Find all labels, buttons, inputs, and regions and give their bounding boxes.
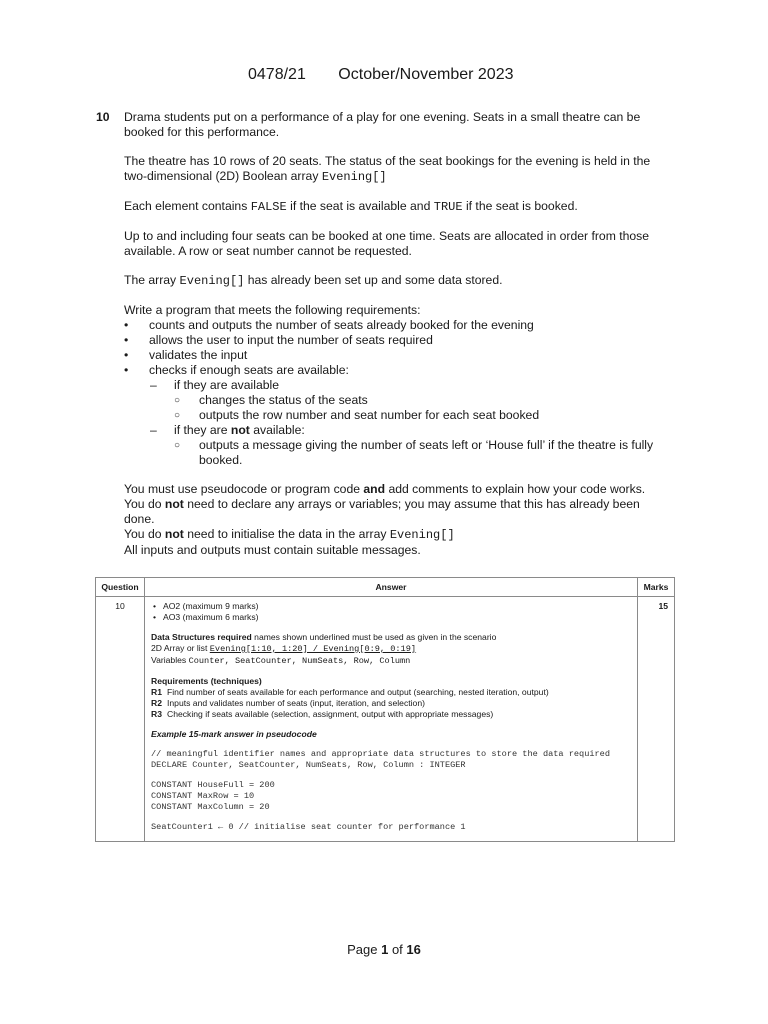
list-item: • checks if enough seats are available:	[124, 363, 349, 377]
mark-scheme-table	[95, 577, 675, 842]
question-paragraph-setup: The array Evening[] has already been set up and some data stored.	[124, 273, 503, 288]
code-line: SeatCounter1 ← 0 // initialise seat counter for performance 1	[151, 822, 466, 832]
list-item: • AO3 (maximum 6 marks)	[153, 612, 259, 622]
current-page-number: 1	[381, 942, 389, 957]
list-item: • AO2 (maximum 9 marks)	[153, 601, 259, 611]
example-heading: Example 15-mark answer in pseudocode	[151, 729, 317, 739]
answer-cell	[145, 597, 638, 842]
question-paragraph-limits: Up to and including four seats can be booked at one time. Seats are allocated in order from those available. A row or seat number cannot be requested.	[124, 229, 650, 258]
page-header	[248, 66, 514, 84]
list-item: – if they are available	[150, 378, 280, 392]
list-item: – if they are not available:	[150, 423, 305, 437]
table-header-row	[96, 578, 675, 597]
data-structures-array: 2D Array or list Evening[1:10, 1:20] / Evening[0:9, 0:19]	[151, 643, 417, 654]
list-item: ○ changes the status of the seats	[174, 393, 368, 407]
requirement-r2: R2 Inputs and validates number of seats (input, iteration, and selection)	[151, 698, 425, 708]
question-intro: Drama students put on a performance of a play for one evening. Seats in a small theatre can be booked for this performance.	[124, 110, 641, 139]
list-item: ○ outputs a message giving the number of seats left or ‘House full’ if the theatre is fully booked.	[174, 438, 654, 467]
requirement-r3: R3 Checking if seats available (selection, assignment, output with appropriate messages)	[151, 709, 494, 719]
requirements-list	[124, 303, 656, 468]
total-pages: 16	[406, 942, 421, 957]
question-paragraph-array: The theatre has 10 rows of 20 seats. The status of the seat bookings for the evening is held in the two-dimensional (2D) Boolean array Evening[]	[124, 154, 651, 184]
question-number: 10	[96, 110, 110, 124]
column-header-answer: Answer	[145, 578, 638, 597]
question-number-cell: 10	[96, 597, 145, 842]
requirement-r1: R1 Find number of seats available for each performance and output (searching, nested iteration, output)	[151, 687, 549, 697]
requirements-intro: Write a program that meets the following requirements:	[124, 303, 421, 317]
code-line: CONSTANT MaxColumn = 20	[151, 802, 270, 812]
list-item: • allows the user to input the number of seats required	[124, 333, 433, 347]
code-line: CONSTANT MaxRow = 10	[151, 791, 255, 801]
list-item: ○ outputs the row number and seat number for each seat booked	[174, 408, 540, 422]
page-footer: Page 1 of 16	[347, 942, 421, 957]
column-header-question: Question	[96, 578, 145, 597]
column-header-marks: Marks	[638, 578, 675, 597]
table-row	[96, 597, 675, 842]
marks-cell: 15	[638, 597, 675, 842]
code-line: CONSTANT HouseFull = 200	[151, 780, 275, 790]
exam-session: October/November 2023	[338, 66, 514, 83]
data-structures-heading: Data Structures required names shown underlined must be used as given in the scenario	[151, 632, 497, 642]
code-line: DECLARE Counter, SeatCounter, NumSeats, Row, Column : INTEGER	[151, 760, 466, 770]
question-paragraph-elements: Each element contains FALSE if the seat is available and TRUE if the seat is booked.	[124, 199, 578, 214]
code-line: // meaningful identifier names and appropriate data structures to store the data required	[151, 749, 610, 759]
list-item: • counts and outputs the number of seats already booked for the evening	[124, 318, 534, 332]
list-item: • validates the input	[124, 348, 248, 362]
data-structures-variables: Variables Counter, SeatCounter, NumSeats, Row, Column	[151, 655, 411, 666]
paper-code: 0478/21	[248, 66, 306, 83]
requirements-heading: Requirements (techniques)	[151, 676, 262, 686]
instructions: You must use pseudocode or program code and add comments to explain how your code works. You do not need to declare any arrays or variables; you may assume that this has already been done. You do not need to initialise the data in the array Evening[] All inputs and outputs must contain suitable messages.	[124, 482, 646, 557]
question-block	[96, 110, 656, 558]
